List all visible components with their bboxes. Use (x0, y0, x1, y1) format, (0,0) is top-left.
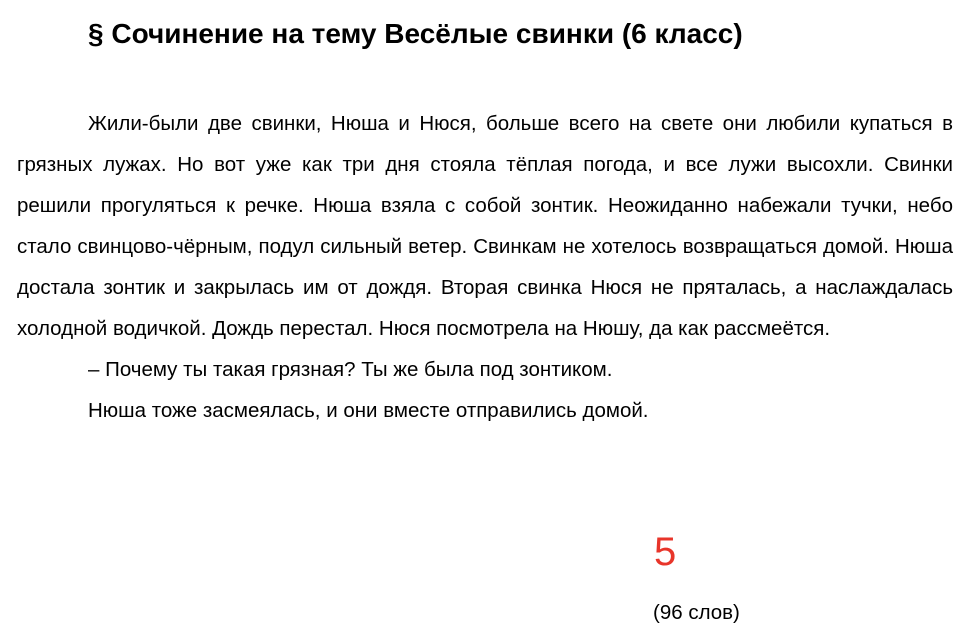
essay-paragraph-2: – Почему ты такая грязная? Ты же была под зонтиком. (88, 358, 613, 381)
essay-paragraph-1: Жили-были две свинки, Нюша и Нюся, больше всего на свете они любили купаться в грязных лужах. Но вот уже как три дня стояла тёплая погода, и все лужи высохли. Свинки решили прогуляться к речке. Нюша взяла с собой зонтик. Неожиданно набежали тучки, небо стало свинцово-чёрным, подул сильный ветер. Свинкам не хотелось возвращаться домой. Нюша достала зонтик и закрылась им от дождя. Вторая свинка Нюся не пряталась, а наслаждалась холодной водичкой. Дождь перестал. Нюся посмотрела на Нюшу, да как рассмеётся. (17, 112, 953, 340)
essay-body (17, 103, 953, 431)
essay-paragraph-3: Нюша тоже засмеялась, и они вместе отправились домой. (88, 399, 649, 422)
essay-title: § Сочинение на тему Весёлые свинки (6 класс) (88, 18, 743, 49)
word-count-label: (96 слов) (653, 601, 740, 624)
grade-mark: 5 (654, 530, 677, 574)
